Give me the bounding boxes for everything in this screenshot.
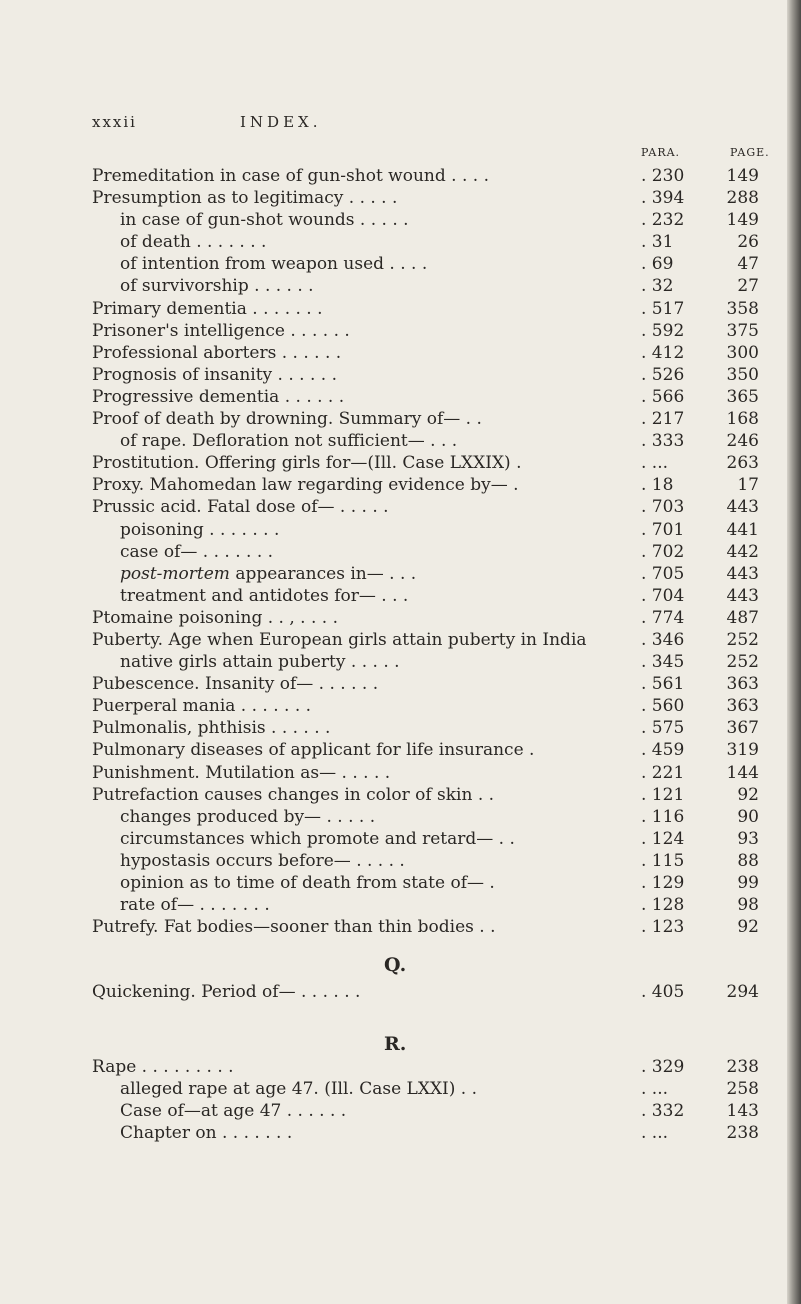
entry-text: native girls attain puberty . . . . . <box>120 652 400 673</box>
index-entry <box>0 452 801 474</box>
entry-para: . 575 <box>641 718 685 739</box>
index-entry <box>0 253 801 275</box>
entry-para: . 116 <box>641 806 685 827</box>
index-entry <box>0 739 801 761</box>
entry-para: . 566 <box>641 386 685 407</box>
index-entry <box>0 209 801 231</box>
index-entry <box>0 651 801 673</box>
entry-page: 365 <box>726 386 759 407</box>
entry-page: 358 <box>726 298 759 319</box>
entry-text: of rape. Defloration not sufficient— . . . <box>120 431 458 452</box>
entry-text: Progressive dementia . . . . . . <box>92 386 345 407</box>
entry-page: 252 <box>726 652 759 673</box>
index-entry <box>0 784 801 806</box>
entry-para: . 405 <box>641 982 685 1002</box>
entry-para: . 774 <box>641 607 685 628</box>
entry-page: 99 <box>737 873 759 893</box>
entry-text: Pubescence. Insanity of— . . . . . . <box>92 674 379 695</box>
entry-text: poisoning . . . . . . . <box>120 519 280 540</box>
index-entry <box>0 695 801 717</box>
entry-text: Proxy. Mahomedan law regarding evidence by— . <box>92 475 519 496</box>
entry-text: of death . . . . . . . <box>120 232 267 253</box>
entry-para: . 69 <box>641 254 674 275</box>
index-entry <box>0 231 801 253</box>
index-entry <box>0 364 801 386</box>
entry-para: . 121 <box>641 784 685 805</box>
entry-text: Puerperal mania . . . . . . . <box>92 696 312 717</box>
entry-text: hypostasis occurs before— . . . . . <box>120 850 405 871</box>
entry-page: 443 <box>726 563 759 584</box>
entry-page: 27 <box>737 276 759 297</box>
entry-text: Prostitution. Offering girls for—(Ill. Case LXXIX) . <box>92 453 522 474</box>
entry-text: of survivorship . . . . . . <box>120 276 314 297</box>
entry-page: 258 <box>726 1079 759 1100</box>
entry-page: 238 <box>726 1123 759 1144</box>
entry-text: Putrefaction causes changes in color of skin . . <box>92 784 495 805</box>
entry-text: Rape . . . . . . . . . <box>92 1057 234 1077</box>
entry-page: 350 <box>726 364 759 385</box>
entry-page: 92 <box>737 784 759 805</box>
entry-para: . 705 <box>641 563 685 584</box>
entry-para: . 217 <box>641 409 685 430</box>
section-letter-r: R. <box>384 1033 407 1055</box>
entry-text: Quickening. Period of— . . . . . . <box>92 982 361 1002</box>
entry-text: alleged rape at age 47. (Ill. Case LXXI) . . <box>120 1079 478 1100</box>
index-entry <box>0 1056 801 1078</box>
entry-page: 442 <box>726 541 759 562</box>
entry-text: Case of—at age 47 . . . . . . <box>120 1101 347 1122</box>
entry-page: 319 <box>726 740 759 761</box>
page-header <box>92 113 732 137</box>
entry-page: 363 <box>726 696 759 717</box>
entry-page: 149 <box>726 210 759 231</box>
entry-page: 90 <box>737 806 759 827</box>
index-entry <box>0 386 801 408</box>
index-entry <box>0 872 801 894</box>
entry-page: 98 <box>737 895 759 916</box>
section-letter-q: Q. <box>384 954 407 976</box>
entry-para: . 31 <box>641 232 674 253</box>
entry-para: . 345 <box>641 652 685 673</box>
entry-text: of intention from weapon used . . . . <box>120 254 428 275</box>
entry-text: changes produced by— . . . . . <box>120 806 376 827</box>
index-entry <box>0 717 801 739</box>
index-entry <box>0 850 801 872</box>
index-entry <box>0 519 801 541</box>
column-headings <box>0 146 801 164</box>
entry-text: case of— . . . . . . . <box>120 541 274 562</box>
entry-text: treatment and antidotes for— . . . <box>120 585 409 606</box>
entry-page: 26 <box>737 232 759 253</box>
entry-para: . 459 <box>641 740 685 761</box>
index-entry <box>0 916 801 938</box>
index-entry <box>0 320 801 342</box>
entry-text: Pulmonary diseases of applicant for life insurance . <box>92 740 535 761</box>
index-entry <box>0 474 801 496</box>
entry-para: . 561 <box>641 674 685 695</box>
entry-para: . 560 <box>641 696 685 717</box>
entry-page: 149 <box>726 166 759 186</box>
page-number: xxxii <box>92 113 137 131</box>
index-entry <box>0 806 801 828</box>
entry-page: 143 <box>726 1101 759 1122</box>
entry-page: 88 <box>737 850 759 871</box>
index-entry <box>0 1100 801 1122</box>
index-entry <box>0 165 801 187</box>
entry-page: 363 <box>726 674 759 695</box>
entry-para: . 18 <box>641 475 674 496</box>
entry-page: 168 <box>726 409 759 430</box>
index-entry <box>0 1122 801 1144</box>
entry-para: . 115 <box>641 850 685 871</box>
entry-para: . 32 <box>641 276 674 297</box>
entry-para: . 702 <box>641 541 685 562</box>
entry-page: 441 <box>726 519 759 540</box>
entry-text: Premeditation in case of gun-shot wound . . . . <box>92 166 489 186</box>
index-entry <box>0 430 801 452</box>
page-column-heading: PAGE. <box>730 146 770 159</box>
index-entry <box>0 629 801 651</box>
index-entry <box>0 563 801 585</box>
entry-text: Ptomaine poisoning . . , . . . . <box>92 607 338 628</box>
entry-para: . 124 <box>641 828 685 849</box>
entry-para: . 526 <box>641 364 685 385</box>
entry-para: . 394 <box>641 188 685 209</box>
entry-para: . 333 <box>641 431 685 452</box>
entry-para: . 123 <box>641 917 685 938</box>
entry-para: . 517 <box>641 298 685 319</box>
entry-text: opinion as to time of death from state of— . <box>120 873 495 893</box>
entry-text: Proof of death by drowning. Summary of— . . <box>92 409 482 430</box>
index-entries-q <box>0 981 801 1003</box>
entry-page: 17 <box>737 475 759 496</box>
entry-page: 92 <box>737 917 759 938</box>
index-entry <box>0 894 801 916</box>
entry-text: rate of— . . . . . . . <box>120 895 270 916</box>
entry-page: 443 <box>726 585 759 606</box>
entry-para: . 128 <box>641 895 685 916</box>
entry-text: Prisoner's intelligence . . . . . . <box>92 320 350 341</box>
entry-page: 252 <box>726 629 759 650</box>
entry-text: Prussic acid. Fatal dose of— . . . . . <box>92 497 389 518</box>
entry-text: Punishment. Mutilation as— . . . . . <box>92 762 391 783</box>
entry-para: . 592 <box>641 320 685 341</box>
index-entry <box>0 673 801 695</box>
entry-para: . 232 <box>641 210 685 231</box>
entry-text: Putrefy. Fat bodies—sooner than thin bodies . . <box>92 917 496 938</box>
entry-text: Prognosis of insanity . . . . . . <box>92 364 337 385</box>
index-entry <box>0 981 801 1003</box>
index-entry <box>0 607 801 629</box>
entry-page: 375 <box>726 320 759 341</box>
index-entry <box>0 496 801 518</box>
entry-para: . 329 <box>641 1057 685 1077</box>
index-entry <box>0 187 801 209</box>
index-entry <box>0 408 801 430</box>
entry-text: Chapter on . . . . . . . <box>120 1123 293 1144</box>
entry-para: . ... <box>641 453 669 474</box>
entry-para: . ... <box>641 1123 669 1144</box>
entry-text: Professional aborters . . . . . . <box>92 342 342 363</box>
index-entry <box>0 828 801 850</box>
entry-page: 294 <box>726 982 759 1002</box>
entry-para: . 221 <box>641 762 685 783</box>
entry-para: . ... <box>641 1079 669 1100</box>
entry-page: 487 <box>726 607 759 628</box>
entry-page: 263 <box>726 453 759 474</box>
page-title: INDEX. <box>240 113 322 131</box>
entry-page: 288 <box>726 188 759 209</box>
entry-page: 47 <box>737 254 759 275</box>
para-column-heading: PARA. <box>641 146 681 159</box>
entry-text: circumstances which promote and retard— . . <box>120 828 515 849</box>
entry-para: . 412 <box>641 342 685 363</box>
entry-para: . 704 <box>641 585 685 606</box>
entry-para: . 129 <box>641 873 685 893</box>
entry-page: 246 <box>726 431 759 452</box>
entry-para: . 701 <box>641 519 685 540</box>
entry-page: 238 <box>726 1057 759 1077</box>
index-entry <box>0 541 801 563</box>
index-entry <box>0 275 801 297</box>
entry-page: 367 <box>726 718 759 739</box>
entry-para: . 346 <box>641 629 685 650</box>
entry-page: 93 <box>737 828 759 849</box>
index-entry <box>0 342 801 364</box>
index-entries-p <box>0 165 801 938</box>
index-entry <box>0 762 801 784</box>
entry-para: . 332 <box>641 1101 685 1122</box>
entry-page: 300 <box>726 342 759 363</box>
entry-text: Puberty. Age when European girls attain puberty in India <box>92 629 587 650</box>
entry-text: Pulmonalis, phthisis . . . . . . <box>92 718 331 739</box>
entry-text: in case of gun-shot wounds . . . . . <box>120 210 409 231</box>
entry-page: 443 <box>726 497 759 518</box>
entry-text: post-mortem appearances in— . . . <box>120 563 417 584</box>
entry-text: Presumption as to legitimacy . . . . . <box>92 188 398 209</box>
entry-para: . 230 <box>641 166 685 186</box>
index-entry <box>0 298 801 320</box>
entry-para: . 703 <box>641 497 685 518</box>
index-entry <box>0 585 801 607</box>
entry-text: Primary dementia . . . . . . . <box>92 298 323 319</box>
index-entry <box>0 1078 801 1100</box>
entry-page: 144 <box>726 762 759 783</box>
index-entries-r <box>0 1056 801 1144</box>
